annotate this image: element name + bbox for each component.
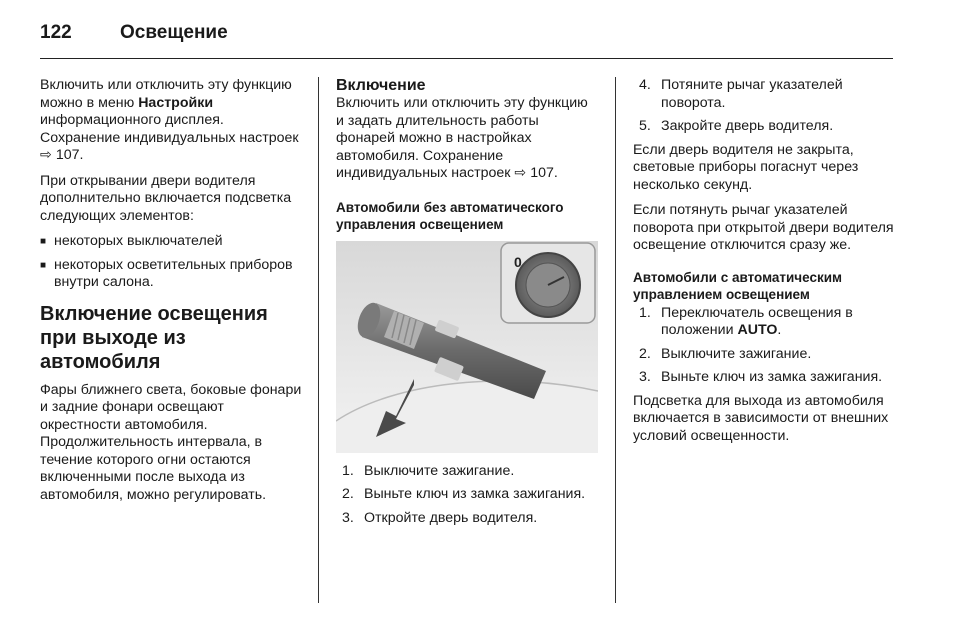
header-divider (40, 58, 893, 59)
column-1 (40, 77, 302, 512)
page-number: 122 (40, 22, 72, 43)
subsection-heading: Включение (336, 77, 426, 94)
steps-list (633, 77, 895, 136)
section-title: Освещение (120, 22, 228, 43)
list-item: 1. Переключатель освещения в положении AUTO. (639, 304, 853, 338)
lever-diagram (336, 241, 598, 453)
auto-steps-list (633, 305, 895, 387)
list-item: ■ некоторых выключателей (40, 233, 223, 249)
list-item: 2. Выньте ключ из замка зажигания. (342, 486, 586, 502)
column-3 (633, 77, 895, 453)
section-heading: Включение освещения при выходе из автомобиля (40, 302, 268, 373)
exit-lighting-paragraph: Фары ближнего света, боковые фонари и задние фонари освещают окрестности автомобиля. Продолжительность интервала, в течение которого огни остаются включенными после выхода из автомобиля, можно регулировать. (40, 381, 302, 503)
list-item: 2. Выключите зажигание. (639, 345, 812, 362)
column-divider-1 (318, 77, 319, 603)
list-item: 1. Выключите зажигание. (342, 462, 515, 479)
settings-menu-name: Настройки (138, 94, 214, 111)
exit-light-sensor-paragraph: Подсветка для выхода из автомобиля включается в зависимости от внешних условий освещенности. (633, 392, 889, 444)
list-item: ■ некоторых осветительных приборов внутри салона. (40, 256, 293, 290)
page-reference: ⇨ 107. (514, 165, 558, 181)
list-item: 3. Откройте дверь водителя. (342, 509, 538, 526)
intro-paragraph: Включить или отключить эту функцию можно в меню Настройки информационного дисплея. Сохранение индивидуальных настроек ⇨ 107. (40, 77, 299, 163)
steps-list (336, 463, 598, 528)
list-item: 5. Закройте дверь водителя. (639, 118, 834, 134)
dial-zero-label: 0 (514, 253, 522, 270)
auto-lighting-heading: Автомобили с автоматическим управлением освещением (633, 269, 843, 302)
auto-mode-label: AUTO (737, 322, 778, 338)
door-paragraph: При открывании двери водителя дополнительно включается подсветка следующих элементов: (40, 172, 292, 224)
column-2 (336, 77, 598, 533)
activation-paragraph: Включить или отключить эту функцию и задать длительность работы фонарей можно в настройках автомобиля. Сохранение индивидуальных настроек ⇨ 107. (336, 95, 588, 181)
turn-signal-lever-illustration (336, 241, 598, 453)
list-item: 4. Потяните рычаг указателей поворота. (639, 77, 843, 111)
page-header (40, 20, 893, 60)
page-reference: ⇨ 107. (40, 147, 84, 163)
manual-lighting-heading: Автомобили без автоматического управления освещением (336, 199, 564, 232)
lever-pull-paragraph: Если потянуть рычаг указателей поворота при открытой двери водителя освещение отключится сразу же. (633, 202, 894, 253)
list-item: 3. Выньте ключ из замка зажигания. (639, 369, 883, 385)
door-open-paragraph: Если дверь водителя не закрыта, световые приборы погаснут через несколько секунд. (633, 141, 859, 193)
column-divider-2 (615, 77, 616, 603)
bullet-icon: ■ (40, 236, 47, 247)
bullet-icon: ■ (40, 259, 47, 271)
